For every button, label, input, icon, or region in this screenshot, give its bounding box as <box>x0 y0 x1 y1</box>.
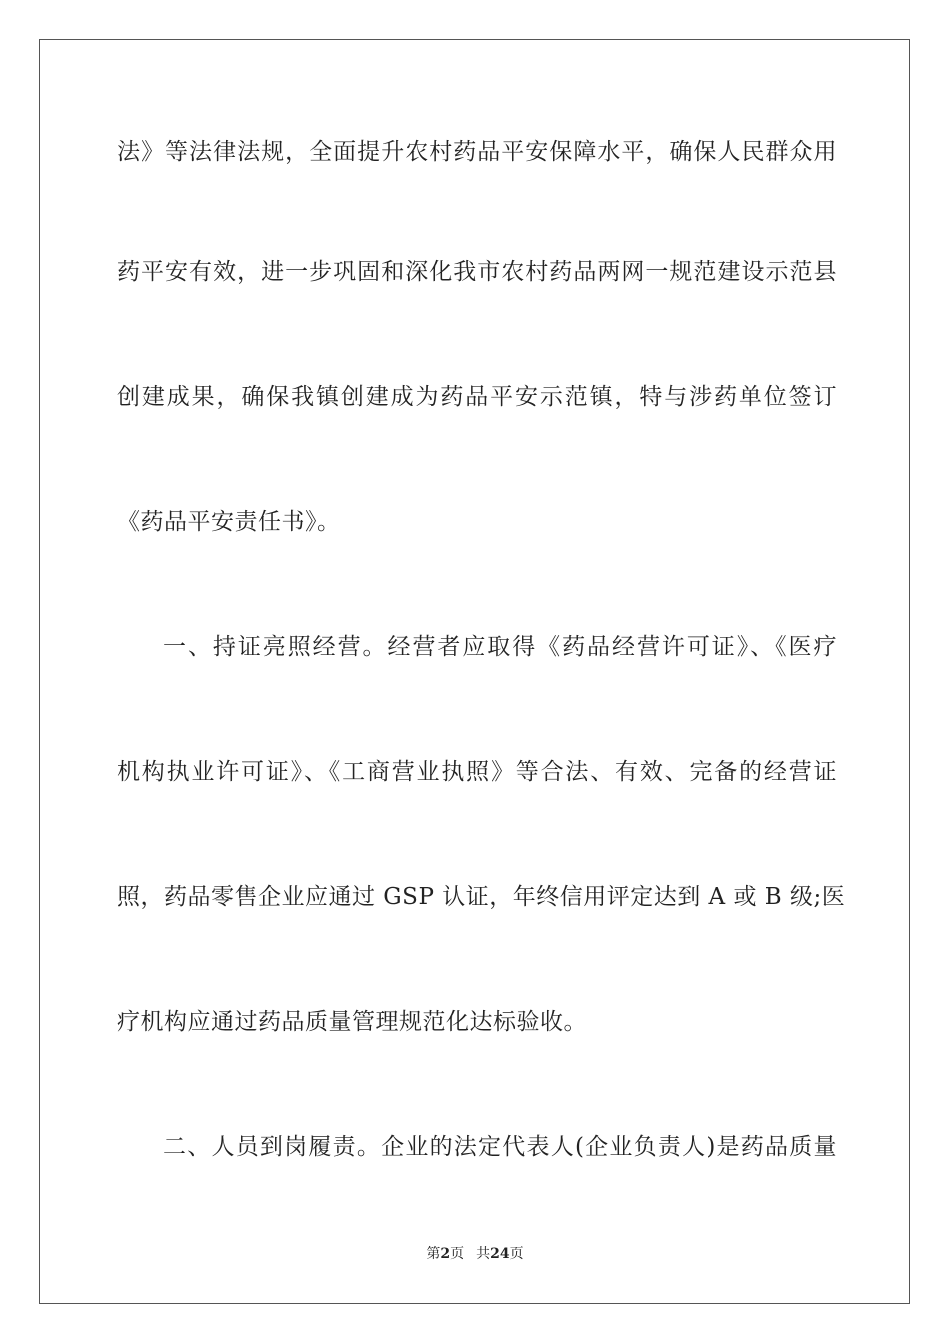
text-line: 药平安有效，进一步巩固和深化我市农村药品两网一规范建设示范县 <box>117 259 837 285</box>
page-suffix: 页 <box>450 1246 465 1262</box>
text-line: 照，药品零售企业应通过 GSP 认证，年终信用评定达到 A 或 B 级;医 <box>117 884 846 910</box>
paragraph-start-line: 一、持证亮照经营。经营者应取得《药品经营许可证》、《医疗 <box>163 634 837 660</box>
total-page-number: 24 <box>490 1246 510 1262</box>
page-border <box>39 39 910 1304</box>
page-prefix: 第 <box>426 1246 441 1262</box>
text-line: 疗机构应通过药品质量管理规范化达标验收。 <box>117 1009 587 1035</box>
text-line: 机构执业许可证》、《工商营业执照》等合法、有效、完备的经营证 <box>117 759 837 785</box>
paragraph-start-line: 二、人员到岗履责。企业的法定代表人(企业负责人)是药品质量 <box>163 1134 837 1160</box>
page-footer <box>0 1243 950 1263</box>
text-line: 《药品平安责任书》。 <box>117 509 341 535</box>
current-page-number: 2 <box>440 1246 451 1262</box>
total-suffix: 页 <box>509 1246 524 1262</box>
total-prefix: 共 <box>476 1246 491 1262</box>
text-line: 创建成果，确保我镇创建成为药品平安示范镇，特与涉药单位签订 <box>117 384 837 410</box>
text-line: 法》等法律法规，全面提升农村药品平安保障水平，确保人民群众用 <box>117 139 837 165</box>
